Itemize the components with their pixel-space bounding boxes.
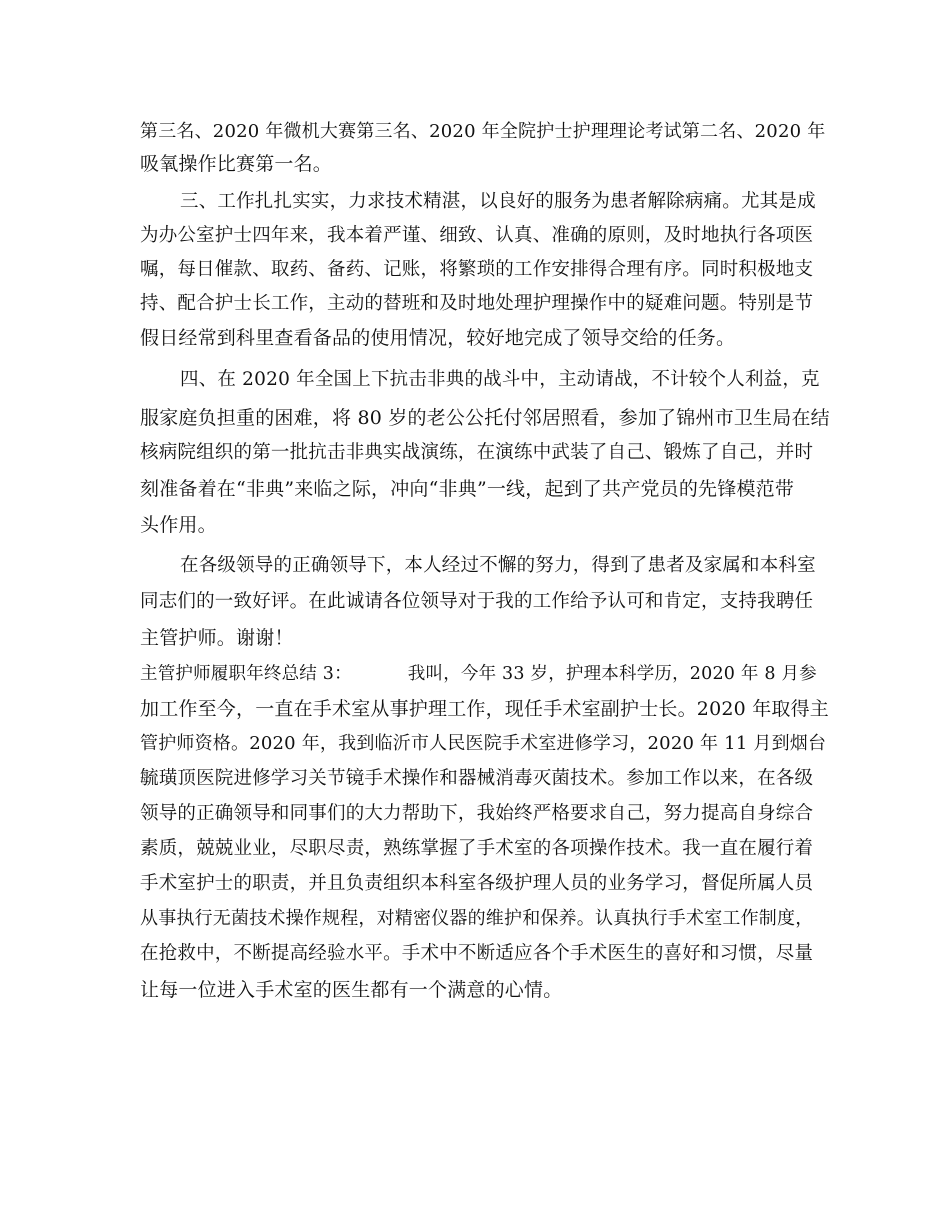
- text-line: 为办公室护士四年来，我本着严谨、细致、认真、准确的原则，及时地执行各项医: [140, 225, 814, 246]
- text-line: 素质，兢兢业业，尽职尽责，熟练掌握了手术室的各项操作技术。我一直在履行着: [140, 838, 814, 859]
- paragraph-3-start: 三、工作扎扎实实，力求技术精湛，以良好的服务为患者解除病痛。尤其是成: [180, 191, 816, 212]
- text-line: 嘱，每日催款、取药、备药、记账，将繁琐的工作安排得合理有序。同时积极地支: [140, 259, 814, 280]
- text-line: 吸氧操作比赛第一名。: [140, 153, 333, 175]
- text-line: 刻准备着在“非典”来临之际，冲向“非典”一线，起到了共产党员的先锋模范带: [140, 478, 795, 500]
- text-line: 同志们的一致好评。在此诚请各位领导对于我的工作给予认可和肯定，支持我聘任: [140, 591, 814, 612]
- closing-paragraph-start: 在各级领导的正确领导下，本人经过不懈的努力，得到了患者及家属和本科室: [180, 555, 816, 576]
- text-line: 核病院组织的第一批抗击非典实战演练，在演练中武装了自己、锻炼了自己，并时: [140, 442, 814, 463]
- section-heading: 主管护师履职年终总结 3：: [140, 664, 352, 684]
- text-line: 主管护师。谢谢！: [140, 627, 294, 649]
- summary-3-first-line: [140, 661, 817, 687]
- text-line: 管护师资格。2020 年，我到临沂市人民医院手术室进修学习，2020 年 11 月到烟台: [140, 733, 827, 754]
- text-line-inline: 我叫，今年 33 岁，护理本科学历，2020 年 8 月参: [407, 664, 817, 684]
- text-line: 让每一位进入手术室的医生都有一个满意的心情。: [140, 979, 563, 1001]
- text-line: 在抢救中，不断提高经验水平。手术中不断适应各个手术医生的喜好和习惯，尽量: [140, 943, 814, 964]
- text-line: 持、配合护士长工作，主动的替班和及时地处理护理操作中的疑难问题。特别是节: [140, 293, 814, 314]
- text-line: 第三名、2020 年微机大赛第三名、2020 年全院护士护理理论考试第二名、2020 年: [140, 121, 826, 142]
- text-line: 服家庭负担重的困难，将 80 岁的老公公托付邻居照看，参加了锦州市卫生局在结: [140, 407, 830, 429]
- text-line: 手术室护士的职责，并且负责组织本科室各级护理人员的业务学习，督促所属人员: [140, 873, 814, 894]
- text-line: 头作用。: [140, 514, 217, 536]
- text-line: 领导的正确领导和同事们的大力帮助下，我始终严格要求自己，努力提高自身综合: [140, 803, 814, 824]
- text-line: 从事执行无菌技术操作规程，对精密仪器的维护和保养。认真执行手术室工作制度，: [140, 908, 814, 929]
- text-line: 假日经常到科里查看备品的使用情况，较好地完成了领导交给的任务。: [140, 327, 736, 349]
- paragraph-4-start: 四、在 2020 年全国上下抗击非典的战斗中，主动请战，不计较个人利益，克: [180, 369, 820, 390]
- text-line: 毓璜顶医院进修学习关节镜手术操作和器械消毒灭菌技术。参加工作以来，在各级: [140, 768, 814, 789]
- text-line: 加工作至今，一直在手术室从事护理工作，现任手术室副护士长。2020 年取得主: [140, 698, 829, 720]
